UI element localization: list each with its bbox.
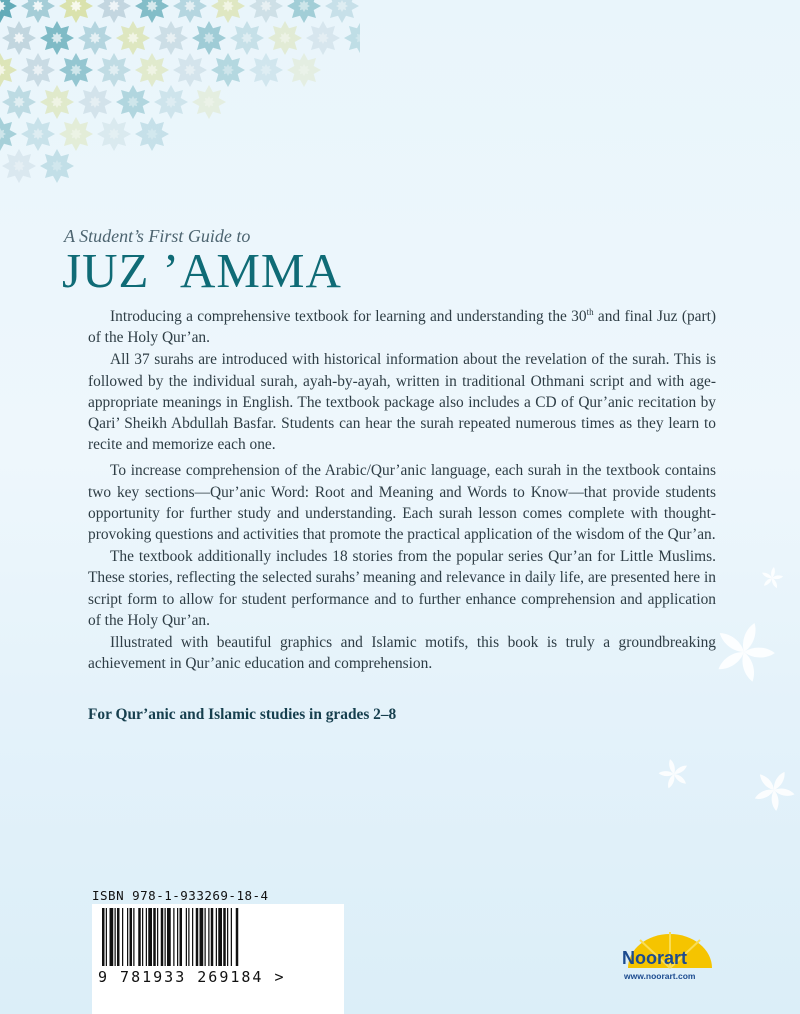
leaf-icon xyxy=(746,761,800,817)
pattern-star xyxy=(241,32,253,44)
barcode-bar xyxy=(157,908,158,966)
pattern-star xyxy=(184,0,196,12)
barcode-bar xyxy=(186,908,187,966)
barcode-bar xyxy=(231,908,232,966)
barcode-bar xyxy=(216,908,217,966)
paragraph-stories: The textbook additionally includes 18 stories from the popular series Qur’an for Little Muslims. These stories, reflecting the selected surahs’ meaning and relevance in daily life, are presented here in script form to allow for student performance and to further enhance comprehension and application of the Holy Qur’an. xyxy=(88,548,716,629)
pattern-star xyxy=(279,32,291,44)
pattern-star xyxy=(146,128,158,140)
barcode-bar xyxy=(106,908,107,966)
publisher-name: Noorart xyxy=(622,948,688,968)
pattern-star xyxy=(108,0,120,12)
barcode-bar xyxy=(188,908,189,966)
leaf-icon xyxy=(759,565,785,590)
pattern-star xyxy=(51,96,63,108)
barcode-bar xyxy=(127,908,128,966)
barcode-bar xyxy=(110,908,114,966)
barcode-icon xyxy=(100,908,336,968)
pattern-star xyxy=(108,64,120,76)
barcode-bar xyxy=(138,908,141,966)
pattern-star xyxy=(51,32,63,44)
paragraph-illustrated: Illustrated with beautiful graphics and Islamic motifs, this book is truly a groundbreaking achievement in Qur’anic education and comprehension. xyxy=(88,634,716,673)
publisher-logo xyxy=(610,930,730,1000)
barcode-bar xyxy=(192,908,193,966)
pattern-star xyxy=(89,32,101,44)
pattern-star xyxy=(222,64,234,76)
pattern-star xyxy=(203,96,215,108)
pattern-star xyxy=(13,160,25,172)
publisher-url: www.noorart.com xyxy=(624,971,696,981)
paragraph-intro: Introducing a comprehensive textbook for learning and understanding the 30th and final Juz (part) of the Holy Qur’an. xyxy=(88,306,716,347)
barcode-bar xyxy=(102,908,105,966)
grade-range: For Qur’anic and Islamic studies in grades 2–8 xyxy=(88,706,397,723)
barcode-bar xyxy=(148,908,152,966)
barcode-bar xyxy=(180,908,183,966)
barcode-bar xyxy=(167,908,171,966)
pattern-star xyxy=(127,32,139,44)
leaf-icon xyxy=(655,755,692,791)
pattern-star xyxy=(298,0,310,12)
isbn-label: ISBN 978-1-933269-18-4 xyxy=(92,888,269,903)
barcode-bar xyxy=(133,908,134,966)
barcode-bar xyxy=(223,908,226,966)
pattern-star xyxy=(89,96,101,108)
leaf-icon xyxy=(706,613,784,689)
pattern-star xyxy=(108,128,120,140)
barcode-bar xyxy=(211,908,214,966)
pattern-star xyxy=(70,64,82,76)
pattern-star xyxy=(165,32,177,44)
barcode-bar xyxy=(146,908,147,966)
barcode-bar xyxy=(153,908,156,966)
paragraph-comprehension: To increase comprehension of the Arabic/Qur’anic language, each surah in the textbook contains two key sections—Qur’anic Word: Root and Meaning and Words to Know—that provide students opportunity for further study and understanding. Each surah lesson comes complete with thought-provoking questions and activities that promote the practical application of the wisdom of the Qur’an. xyxy=(88,462,716,544)
barcode-bar xyxy=(115,908,116,966)
pattern-star xyxy=(13,32,25,44)
pattern-star xyxy=(127,96,139,108)
description xyxy=(88,306,716,675)
pattern-star xyxy=(203,32,215,44)
pattern-star xyxy=(336,0,348,12)
barcode-bar xyxy=(122,908,123,966)
barcode-bar xyxy=(236,908,239,966)
pattern-star xyxy=(184,64,196,76)
barcode-bar xyxy=(205,908,206,966)
pattern-star xyxy=(260,64,272,76)
pattern-star xyxy=(70,128,82,140)
pattern-star xyxy=(146,0,158,12)
barcode-bar xyxy=(208,908,209,966)
barcode-bar xyxy=(227,908,228,966)
pattern-star xyxy=(32,0,44,12)
barcode-bar xyxy=(177,908,178,966)
barcode-bar xyxy=(196,908,199,966)
book-title: JUZ ’AMMA xyxy=(62,243,342,298)
barcode-bar xyxy=(173,908,174,966)
barcode-bar xyxy=(161,908,164,966)
pattern-star xyxy=(51,160,63,172)
barcode-bar xyxy=(142,908,143,966)
barcode-number: 9 781933 269184 > xyxy=(98,968,286,986)
pattern-star xyxy=(146,64,158,76)
pattern-star xyxy=(260,0,272,12)
barcode-bar xyxy=(165,908,166,966)
pattern-star xyxy=(222,0,234,12)
barcode-panel xyxy=(92,904,344,1014)
paragraph-surahs: All 37 surahs are introduced with historical information about the revelation of the surah. This is followed by the individual surah, ayah-by-ayah, written in traditional Othmani script and with age-appropriate meanings in English. The textbook package also includes a CD of Qur’anic recitation by Qari’ Sheikh Abdullah Basfar. Students can hear the surah repeated numerous times as they learn to recite and memorize each one. xyxy=(88,351,716,454)
pattern-star xyxy=(298,64,310,76)
pattern-star xyxy=(32,128,44,140)
barcode-bar xyxy=(200,908,204,966)
pattern-star xyxy=(13,96,25,108)
pattern-star xyxy=(32,64,44,76)
pattern-star xyxy=(165,96,177,108)
barcode-bar xyxy=(218,908,222,966)
islamic-star-pattern xyxy=(0,0,360,190)
pattern-star xyxy=(70,0,82,12)
barcode-bar xyxy=(130,908,133,966)
pattern-star xyxy=(317,32,329,44)
barcode-bar xyxy=(117,908,120,966)
book-subtitle: A Student’s First Guide to xyxy=(64,226,251,246)
